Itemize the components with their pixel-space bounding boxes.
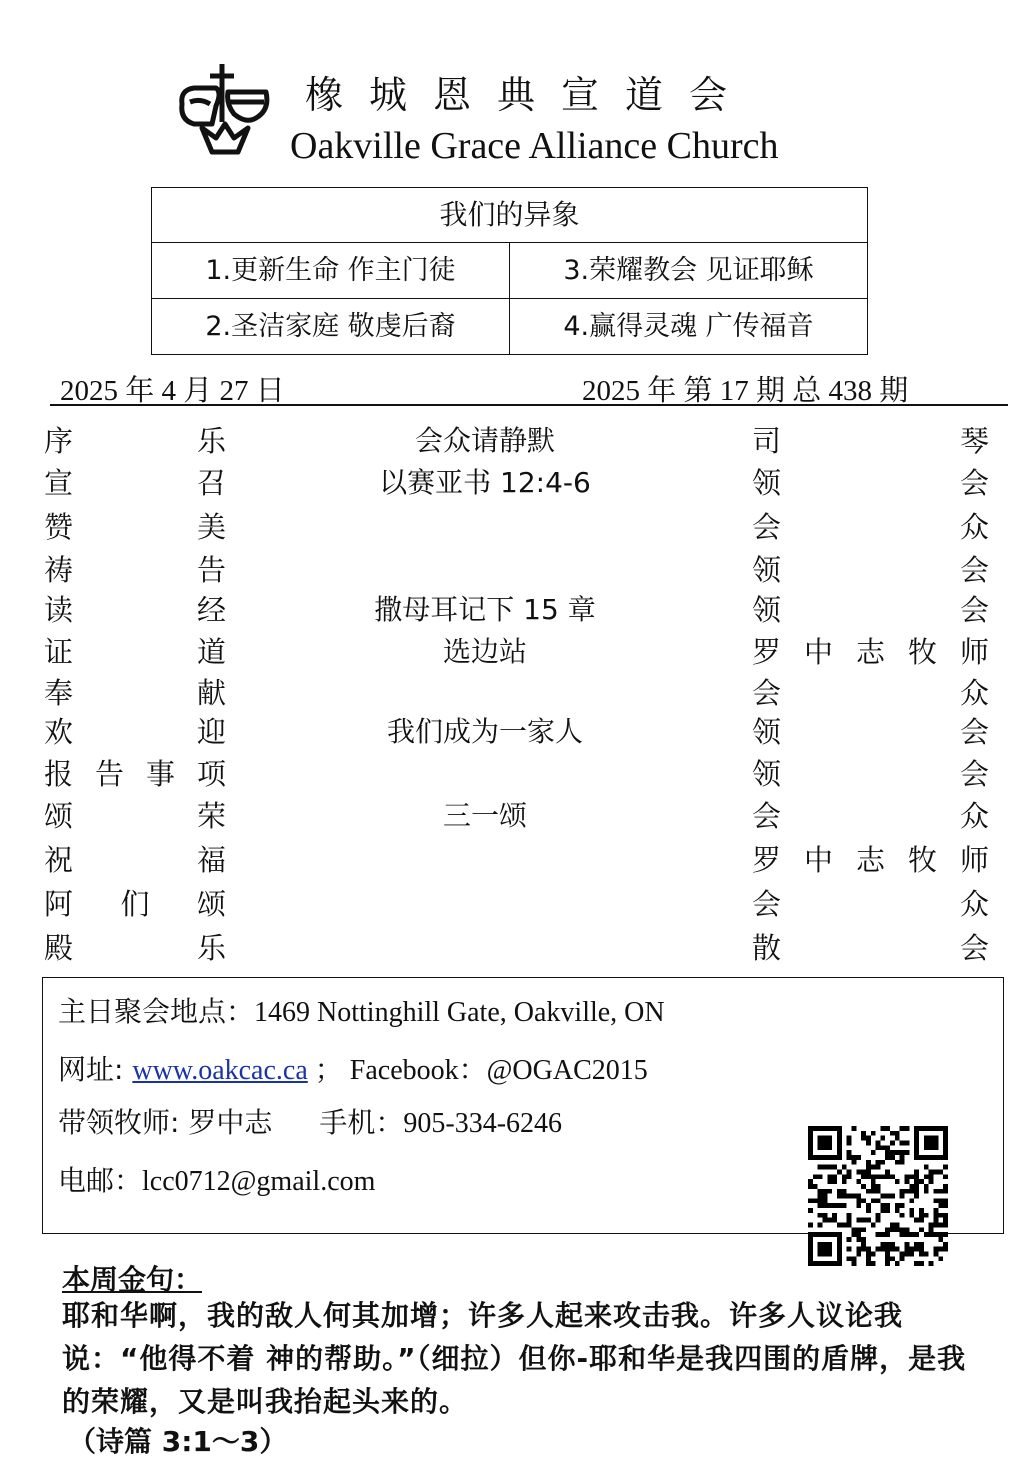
email-address: lcc0712@gmail.com (142, 1166, 376, 1197)
website-link[interactable]: www.oakcac.ca (132, 1055, 308, 1086)
service-leader: 领 会 (752, 757, 989, 791)
pastor-label: 带领牧师: (58, 1106, 189, 1139)
service-item: 奉 献 (44, 676, 226, 710)
service-leader: 散 会 (752, 931, 989, 965)
vision-item-4: 4.赢得灵魂 广传福音 (563, 311, 814, 342)
verse-heading: 本周金句： (62, 1263, 203, 1296)
service-item: 阿 们 颂 (44, 887, 226, 921)
service-item: 颂 荣 (44, 799, 226, 833)
vision-table (151, 187, 868, 355)
issue-number: 2025 年 第 17 期 总 438 期 (582, 375, 909, 407)
service-leader: 会 众 (752, 887, 989, 921)
service-leader: 司 琴 (752, 424, 989, 458)
location-line (58, 990, 665, 1030)
facebook-handle: ； Facebook：@OGAC2015 (307, 1055, 648, 1086)
service-leader: 会 众 (752, 676, 989, 710)
location-address: 1469 Nottinghill Gate, Oakville, ON (254, 997, 665, 1028)
email-label: 电邮： (58, 1164, 143, 1197)
service-item: 祷 告 (44, 553, 226, 587)
service-content: 以赛亚书 12:4-6 (379, 466, 591, 499)
qr-code-icon[interactable] (808, 1126, 948, 1266)
phone-number: 905-334-6246 (403, 1108, 563, 1139)
church-logo-icon (172, 62, 272, 162)
service-item: 证 道 (44, 635, 226, 669)
service-content: 三一颂 (442, 799, 527, 832)
service-item: 宣 召 (44, 466, 226, 500)
service-leader: 领 会 (752, 715, 989, 749)
divider (50, 404, 1008, 406)
vision-item-1: 1.更新生命 作主门徒 (152, 243, 510, 298)
church-name-english: Oakville Grace Alliance Church (290, 125, 779, 167)
vision-heading: 我们的异象 (152, 188, 867, 243)
email-line (58, 1159, 375, 1199)
service-leader: 会 众 (752, 510, 989, 544)
service-content: 会众请静默 (414, 424, 555, 457)
service-item: 读 经 (44, 593, 226, 627)
service-date: 2025 年 4 月 27 日 (60, 375, 285, 407)
web-line (58, 1048, 648, 1088)
service-item: 报 告 事 项 (44, 757, 226, 791)
service-leader: 罗 中 志 牧 师 (752, 843, 989, 877)
web-label: 网址: (58, 1053, 133, 1086)
pastor-name: 罗中志 (188, 1106, 273, 1139)
vision-item-2: 2.圣洁家庭 敬虔后裔 (152, 299, 510, 354)
service-leader: 领 会 (752, 593, 989, 627)
phone-label: 手机： (319, 1106, 404, 1139)
vision-item-3: 3.荣耀教会 见证耶稣 (563, 255, 814, 286)
pastor-line (58, 1101, 562, 1141)
verse-text: 耶和华啊，我的敌人何其加增；许多人起来攻击我。许多人议论我说：“他得不着 神的帮助。”（细拉）但你-耶和华是我四围的盾牌，是我的荣耀，又是叫我抬起头来的。 (62, 1299, 967, 1418)
service-content: 我们成为一家人 (386, 715, 583, 748)
service-item: 欢 迎 (44, 715, 226, 749)
service-item: 赞 美 (44, 510, 226, 544)
service-item: 序 乐 (44, 424, 226, 458)
church-name-chinese: 橡城恩典宣道会 (305, 73, 754, 117)
service-leader: 领 会 (752, 553, 989, 587)
service-leader: 会 众 (752, 799, 989, 833)
service-content: 选边站 (442, 635, 527, 668)
verse-reference: （诗篇 3:1～3） (68, 1425, 288, 1458)
service-leader: 领 会 (752, 466, 989, 500)
location-label: 主日聚会地点： (58, 995, 255, 1028)
service-item: 祝 福 (44, 843, 226, 877)
service-item: 殿 乐 (44, 931, 226, 965)
service-leader: 罗 中 志 牧 师 (752, 635, 989, 669)
service-content: 撒母耳记下 15 章 (374, 593, 596, 626)
